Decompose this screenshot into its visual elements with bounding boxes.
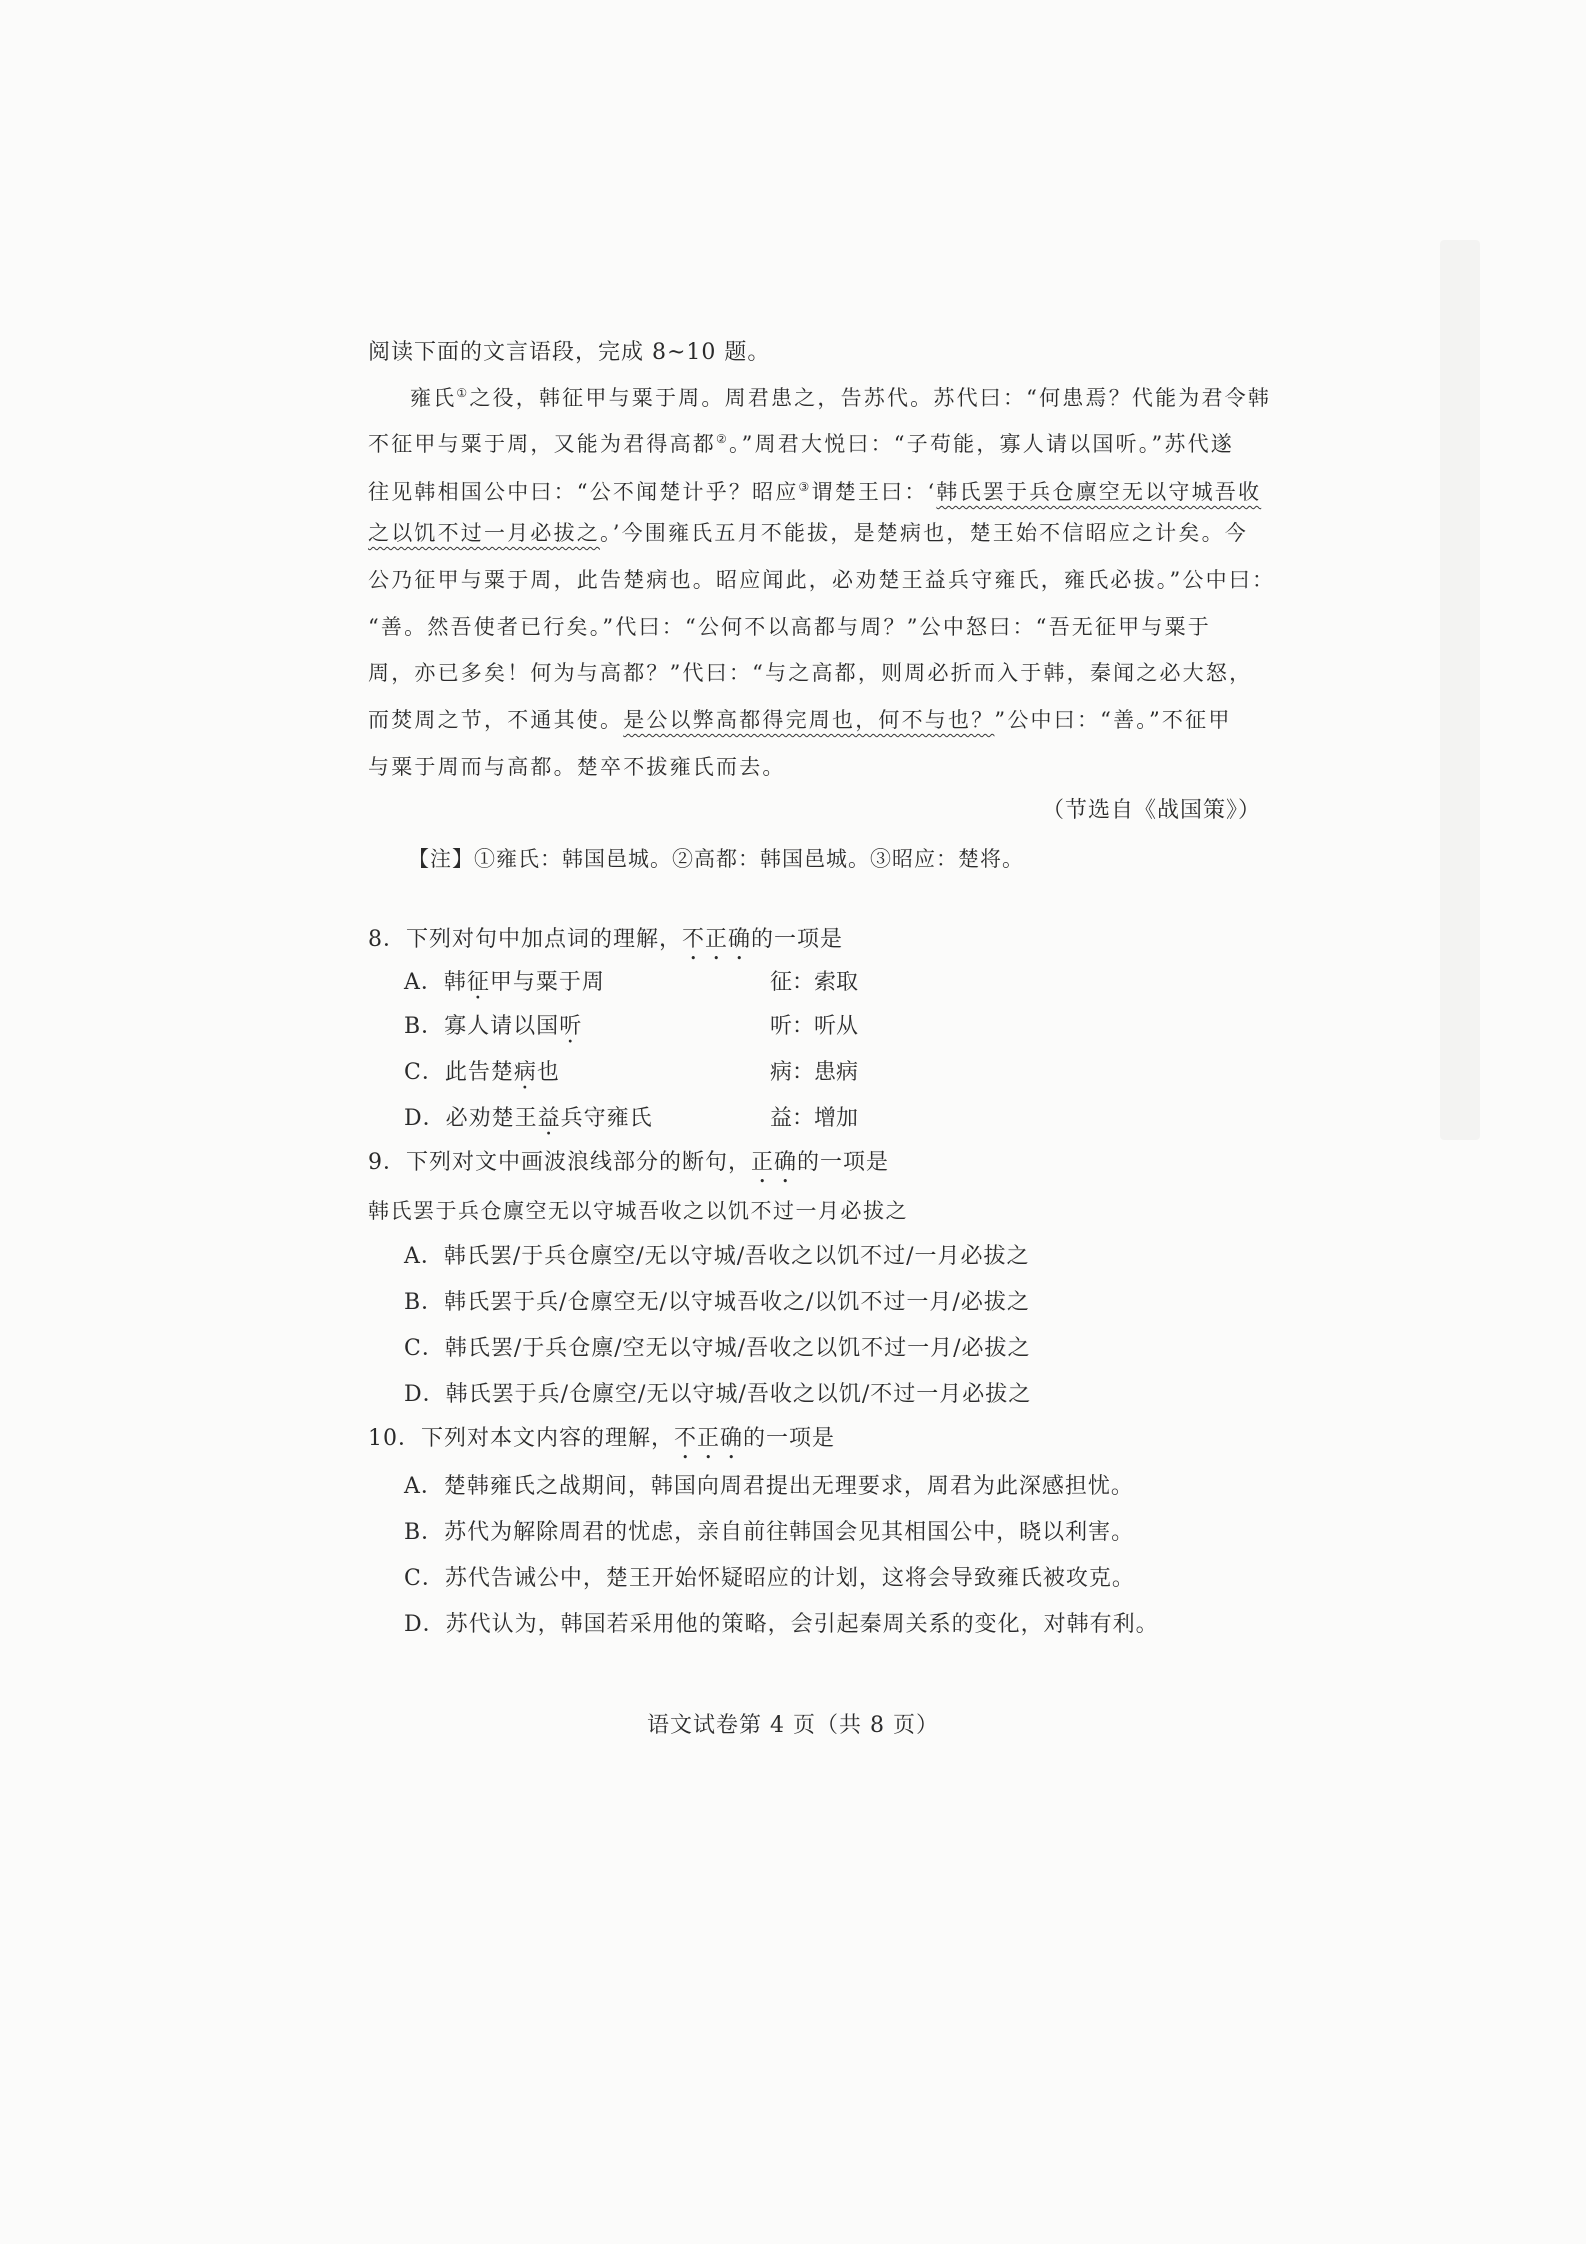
dotted-word: 征	[466, 970, 490, 995]
question-8-stem	[368, 925, 843, 965]
q8-gloss-a: 征：索取	[770, 970, 859, 995]
footnote-marker: ②	[716, 432, 729, 446]
stem-text: 8．下列对句中加点词的理解，	[368, 927, 682, 952]
option-text: 也	[536, 1060, 560, 1085]
passage-text: 雍氏	[410, 386, 457, 410]
q8-gloss-d: 益：增加	[770, 1106, 859, 1131]
dotted-word: 病	[513, 1060, 537, 1085]
passage-text: 之役，韩征甲与粟于周。周君患之，告苏代。苏代曰：“何患焉？代能为君令韩	[469, 386, 1272, 410]
dotted-word: 益	[537, 1106, 561, 1131]
option-text: 韩	[443, 970, 467, 995]
q8-option-b[interactable]	[404, 1012, 582, 1042]
stem-text: 的一项是	[797, 1150, 890, 1175]
passage-line-5: 公乃征甲与粟于周，此告楚病也。昭应闻此，必劝楚王益兵守雍氏，雍氏必拔。”公中曰：	[368, 568, 1276, 592]
passage-text: 。”周君大悦曰：“子苟能，寡人请以国听。”苏代遂	[728, 432, 1234, 456]
passage-text: 。’今围雍氏五月不能拔，是楚病也，楚王始不信昭应之计矣。今	[600, 521, 1248, 545]
q9-option-c[interactable]: C．韩氏罢/于兵仓廪/空无以守城/吾收之以饥不过一月/必拔之	[404, 1336, 1031, 1361]
q8-option-a[interactable]	[404, 968, 605, 998]
passage-line-3	[368, 472, 1261, 507]
stem-text: 的一项是	[751, 927, 844, 952]
annotation-note: 【注】①雍氏：韩国邑城。②高都：韩国邑城。③昭应：楚将。	[408, 847, 1024, 871]
stem-text: 10．下列对本文内容的理解，	[368, 1426, 674, 1451]
q10-option-a[interactable]: A．楚韩雍氏之战期间，韩国向周君提出无理要求，周君为此深感担忧。	[404, 1474, 1134, 1499]
emphasized-word: 不正确	[674, 1426, 744, 1451]
footnote-marker: ③	[798, 480, 812, 494]
option-text: 兵守雍氏	[560, 1106, 653, 1131]
passage-line-7: 周，亦已多矣！何为与高都？”代曰：“与之高都，则周必折而入于韩，秦闻之必大怒，	[368, 661, 1253, 685]
option-letter: D．	[404, 1106, 446, 1131]
passage-text: 不征甲与粟于周，又能为君得高都	[368, 432, 716, 456]
page-footer: 语文试卷第 4 页（共 8 页）	[647, 1713, 939, 1738]
option-letter: B．	[404, 1014, 445, 1039]
wavy-underlined-text: 之以饥不过一月必拔之	[368, 521, 600, 545]
q10-option-c[interactable]: C．苏代告诫公中，楚王开始怀疑昭应的计划，这将会导致雍氏被攻克。	[404, 1566, 1135, 1591]
option-text: 甲与粟于周	[489, 970, 605, 995]
stem-text: 9．下列对文中画波浪线部分的断句，	[368, 1150, 751, 1175]
stem-text: 的一项是	[743, 1426, 836, 1451]
footnote-marker: ①	[456, 386, 470, 400]
q8-gloss-c: 病：患病	[770, 1060, 859, 1085]
q8-option-c[interactable]	[404, 1058, 560, 1088]
dotted-word: 听	[559, 1014, 583, 1039]
passage-line-4	[368, 518, 1248, 548]
passage-line-2	[368, 424, 1234, 459]
passage-text: ”公中曰：“善。”不征甲	[994, 708, 1232, 732]
passage-line-6: “善。然吾使者已行矣。”代曰：“公何不以高都与周？”公中怒曰：“吾无征甲与粟于	[368, 615, 1211, 639]
q10-option-d[interactable]: D．苏代认为，韩国若采用他的策略，会引起秦周关系的变化，对韩有利。	[404, 1612, 1159, 1637]
question-9-stem	[368, 1148, 889, 1188]
q9-option-a[interactable]: A．韩氏罢/于兵仓廪空/无以守城/吾收之以饥不过/一月必拔之	[404, 1244, 1030, 1269]
q9-option-b[interactable]: B．韩氏罢于兵/仓廪空无/以守城吾收之/以饥不过一月/必拔之	[404, 1290, 1030, 1315]
option-text: 必劝楚王	[445, 1106, 538, 1131]
wavy-underlined-text: 韩氏罢于兵仓廪空无以守城吾收	[936, 480, 1262, 504]
instruction: 阅读下面的文言语段，完成 8~10 题。	[368, 340, 771, 365]
emphasized-word: 不正确	[682, 927, 752, 952]
q10-option-b[interactable]: B．苏代为解除周君的忧虑，亲自前往韩国会见其相国公中，晓以利害。	[404, 1520, 1135, 1545]
question-10-stem	[368, 1424, 835, 1464]
option-letter: A．	[404, 970, 444, 995]
passage-text: 往见韩相国公中曰：“公不闻楚计乎？昭应	[368, 480, 799, 504]
q9-option-d[interactable]: D．韩氏罢于兵/仓廪空/无以守城/吾收之以饥/不过一月必拔之	[404, 1382, 1032, 1407]
option-letter: C．	[404, 1060, 445, 1085]
passage-line-8	[368, 705, 1232, 735]
source-citation: （节选自《战国策》）	[1042, 798, 1262, 823]
q9-sentence: 韩氏罢于兵仓廪空无以守城吾收之以饥不过一月必拔之	[368, 1199, 908, 1223]
option-text: 此告楚	[444, 1060, 514, 1085]
wavy-underlined-text: 是公以弊高都得完周也，何不与也？	[623, 708, 995, 732]
emphasized-word: 正确	[751, 1150, 798, 1175]
passage-text: 而焚周之节，不通其使。	[368, 708, 624, 732]
option-text: 寡人请以国	[444, 1014, 560, 1039]
passage-line-9: 与粟于周而与高都。楚卒不拔雍氏而去。	[368, 755, 786, 779]
q8-option-d[interactable]	[404, 1104, 653, 1134]
passage-text: 谓楚王曰：‘	[811, 480, 937, 504]
scan-shadow	[1440, 240, 1480, 1140]
q8-gloss-b: 听：听从	[770, 1014, 859, 1039]
passage-line-1	[368, 378, 1271, 413]
